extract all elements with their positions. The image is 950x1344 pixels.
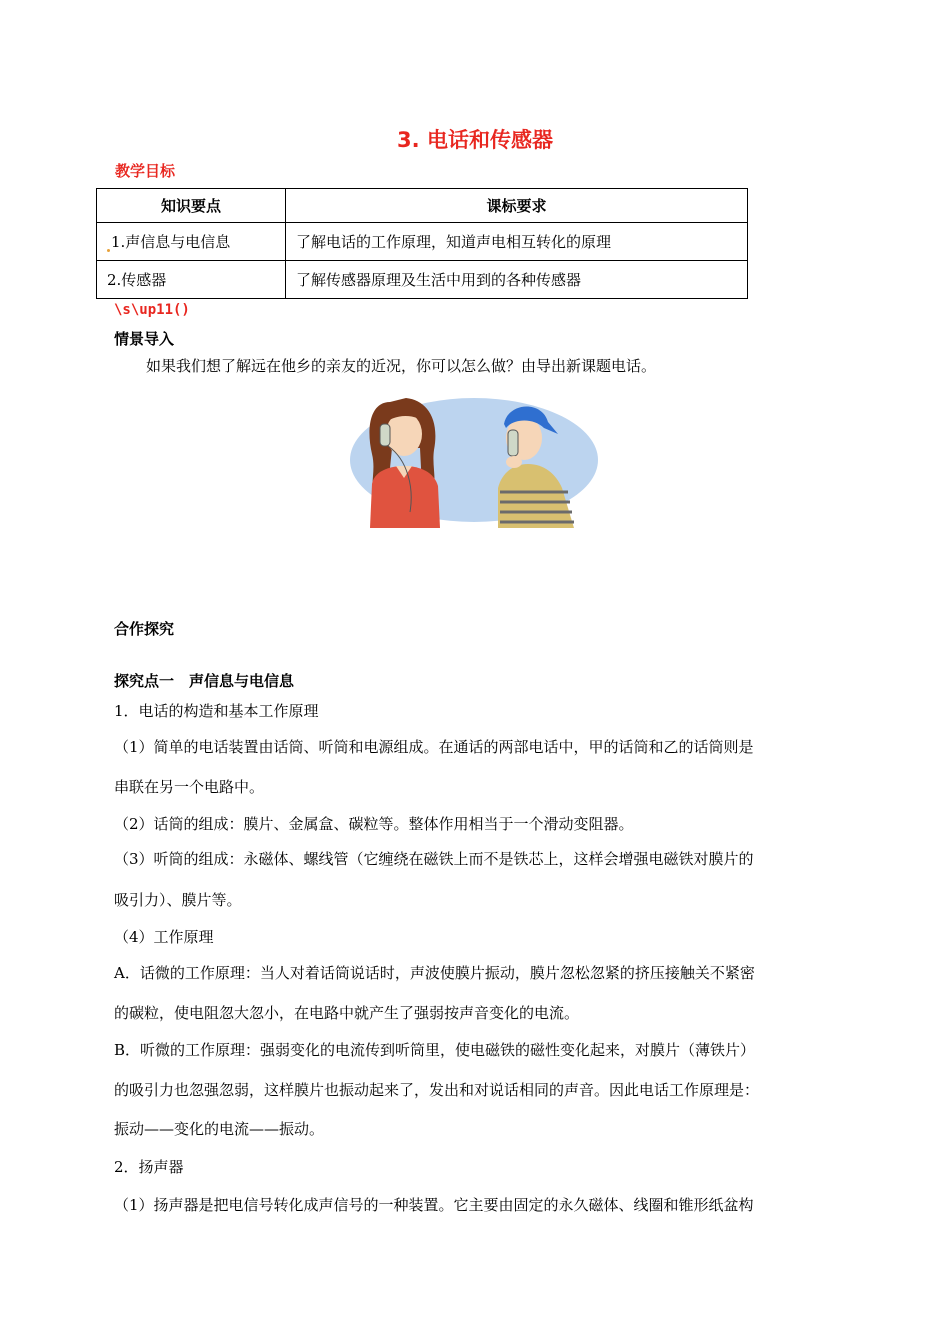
objectives-table [96, 188, 748, 299]
body-line: （1）扬声器是把电信号转化成声信号的一种装置。它主要由固定的永久磁体、线圈和锥形纸盆构 [114, 1196, 754, 1214]
intro-text: 如果我们想了解远在他乡的亲友的近况，你可以怎么做？由导出新课题电话。 [146, 357, 657, 375]
table-header: 知识要点 [97, 189, 286, 223]
table-cell: 了解电话的工作原理，知道声电相互转化的原理 [286, 223, 748, 261]
body-line: （4）工作原理 [114, 928, 214, 946]
body-line: 的吸引力也忽强忽弱，这样膜片也振动起来了，发出和对说话相同的声音。因此电话工作原理是： [114, 1081, 760, 1099]
body-line: 2．扬声器 [114, 1158, 184, 1176]
point1-heading: 探究点一 声信息与电信息 [114, 672, 295, 690]
intro-heading: 情景导入 [114, 330, 175, 348]
table-cell [97, 223, 286, 261]
field-code: \s\up11() [114, 302, 190, 318]
table-row [97, 261, 748, 299]
table-cell: 2.传感器 [97, 261, 286, 299]
body-line: 的碳粒，使电阻忽大忽小，在电路中就产生了强弱按声音变化的电流。 [114, 1004, 580, 1022]
body-line: B．听微的工作原理：强弱变化的电流传到听筒里，使电磁铁的磁性变化起来，对膜片（薄铁片） [114, 1041, 756, 1059]
objectives-heading: 教学目标 [115, 162, 176, 180]
body-line: （1）简单的电话装置由话筒、听筒和电源组成。在通话的两部电话中，甲的话筒和乙的话筒则是 [114, 738, 754, 756]
body-line: 1．电话的构造和基本工作原理 [114, 702, 319, 720]
table-cell: 了解传感器原理及生活中用到的各种传感器 [286, 261, 748, 299]
table-row [97, 223, 748, 261]
body-line: 串联在另一个电路中。 [114, 778, 265, 796]
coop-heading: 合作探究 [114, 620, 175, 638]
table-header: 课标要求 [286, 189, 748, 223]
body-line: A．话微的工作原理：当人对着话筒说话时，声波使膜片振动，膜片忽松忽紧的挤压接触关不紧密 [114, 964, 755, 982]
body-line: 吸引力）、膜片等。 [114, 891, 242, 909]
page-title: 3. 电话和传感器 [397, 128, 553, 152]
table-header-row [97, 189, 748, 223]
body-line: 振动——变化的电流——振动。 [114, 1120, 325, 1138]
telephone-illustration [348, 388, 600, 530]
body-line: （3）听筒的组成：永磁体、螺线管（它缠绕在磁铁上而不是铁芯上，这样会增强电磁铁对膜片的 [114, 850, 754, 868]
table-cell-text: 1.声信息与电信息 [111, 233, 231, 251]
body-line: （2）话筒的组成：膜片、金属盒、碳粒等。整体作用相当于一个滑动变阻器。 [114, 815, 634, 833]
